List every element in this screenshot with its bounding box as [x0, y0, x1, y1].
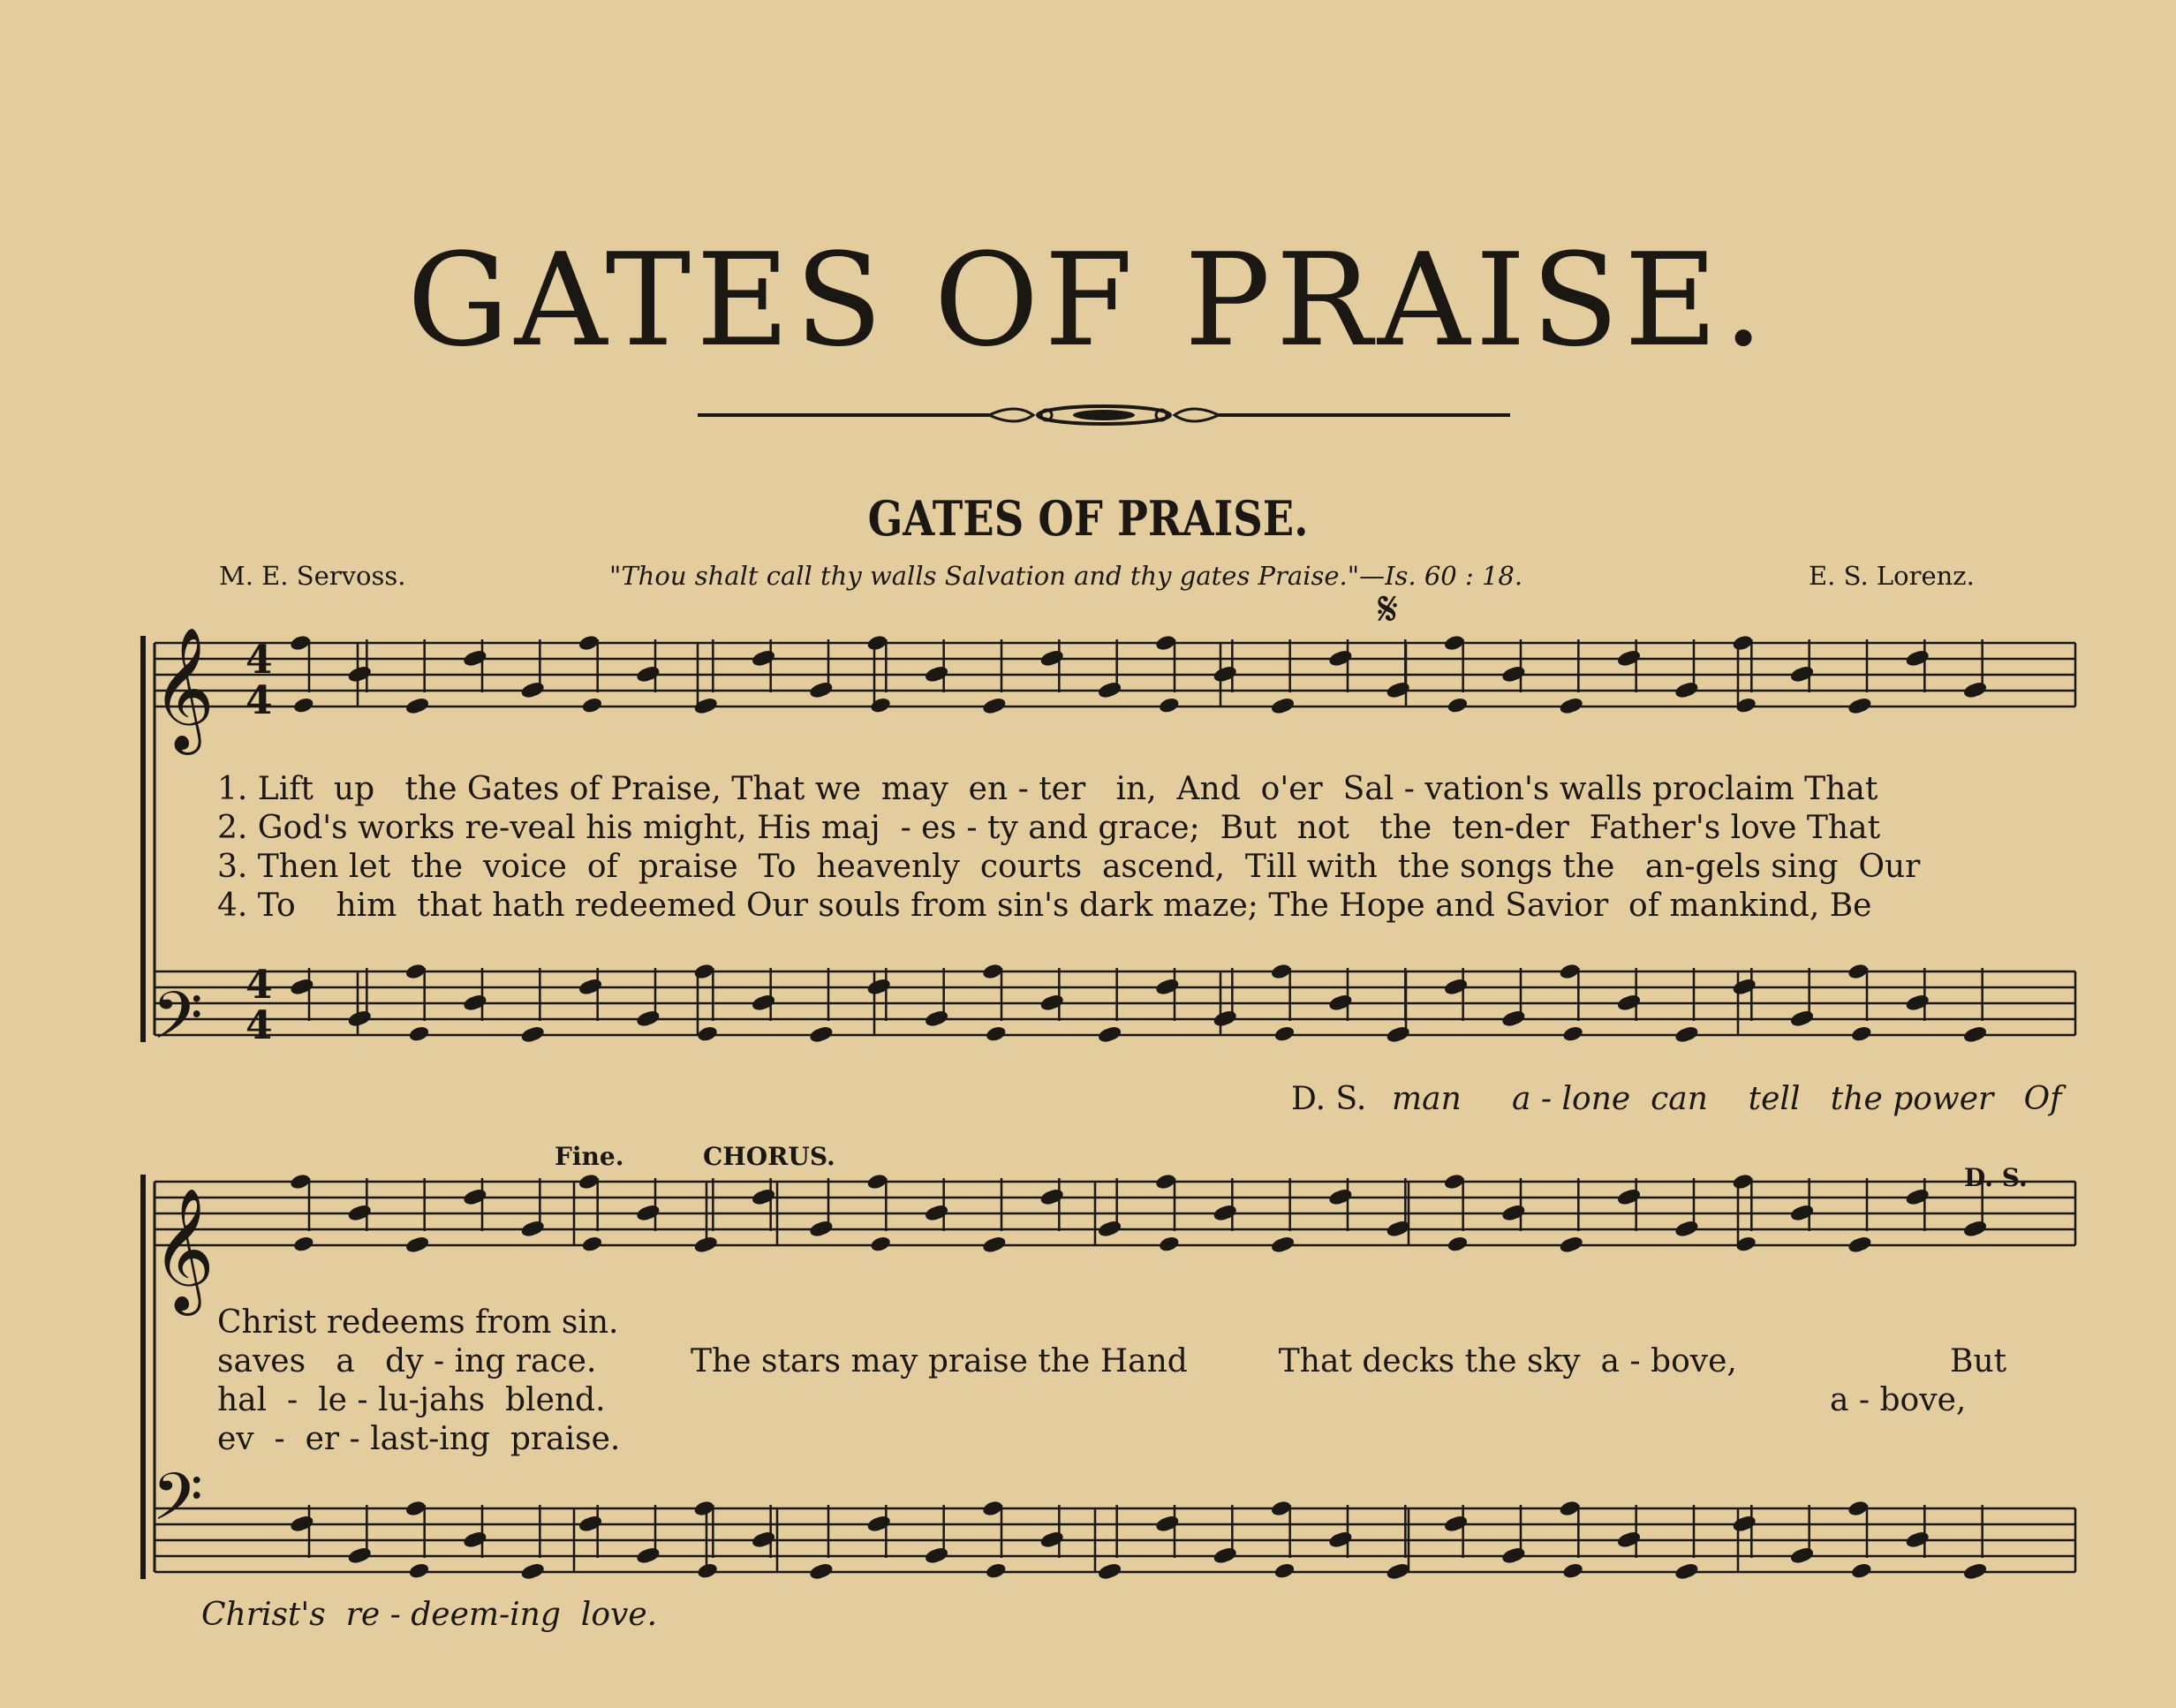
song-title: GATES OF PRAISE.	[867, 490, 1309, 547]
fine-mark: Fine.	[555, 1142, 624, 1171]
ds-label: D. S.	[1291, 1081, 1367, 1117]
svg-text:𝄢: 𝄢	[152, 1459, 203, 1552]
svg-text:𝄢: 𝄢	[152, 978, 203, 1070]
ds-words-1: man a - lone can tell the power Of	[1392, 1081, 2062, 1117]
chorus-but: But	[1950, 1343, 2007, 1379]
svg-text:4: 4	[246, 678, 273, 723]
verse-line-2: 2. God's works re-veal his might, His maj - es - ty and grace; But not the ten-der Father's love That	[217, 810, 1881, 846]
ds-words-2: Christ's re - deem-ing love.	[201, 1597, 658, 1633]
composer-credit: E. S. Lorenz.	[1809, 561, 1975, 591]
author-credit: M. E. Servoss.	[219, 561, 406, 591]
verse-end-2: saves a dy - ing race.	[217, 1343, 597, 1379]
chorus-mark: CHORUS.	[703, 1142, 835, 1171]
svg-text:𝄞: 𝄞	[152, 1188, 215, 1311]
svg-text:4: 4	[246, 963, 273, 1008]
chorus-line: The stars may praise the Hand That decks the sky a - bove,	[691, 1343, 1737, 1379]
chorus-above: a - bove,	[1830, 1382, 1967, 1418]
verse-end-1: Christ redeems from sin.	[217, 1304, 619, 1341]
ds-mark: D. S.	[1964, 1163, 2028, 1192]
verse-line-1: 1. Lift up the Gates of Praise, That we may en - ter in, And o'er Sal - vation's walls proclaim That	[217, 771, 1878, 807]
svg-text:4: 4	[246, 638, 273, 683]
verse-end-3: hal - le - lu-jahs blend.	[217, 1382, 606, 1418]
verse-end-4: ev - er - last-ing praise.	[217, 1421, 621, 1457]
main-title: GATES OF PRAISE.	[406, 226, 1770, 375]
svg-text:𝄞: 𝄞	[152, 627, 215, 750]
segno-icon: 𝄋	[1378, 581, 1399, 637]
svg-text:4: 4	[246, 1003, 273, 1048]
verse-line-3: 3. Then let the voice of praise To heavenly courts ascend, Till with the songs the an-gels sing Our	[217, 849, 1921, 885]
verse-line-4: 4. To him that hath redeemed Our souls from sin's dark maze; The Hope and Savior of mankind, Be	[217, 888, 1872, 924]
scripture-reference: "Thou shalt call thy walls Salvation and thy gates Praise."—Is. 60 : 18.	[609, 561, 1523, 591]
